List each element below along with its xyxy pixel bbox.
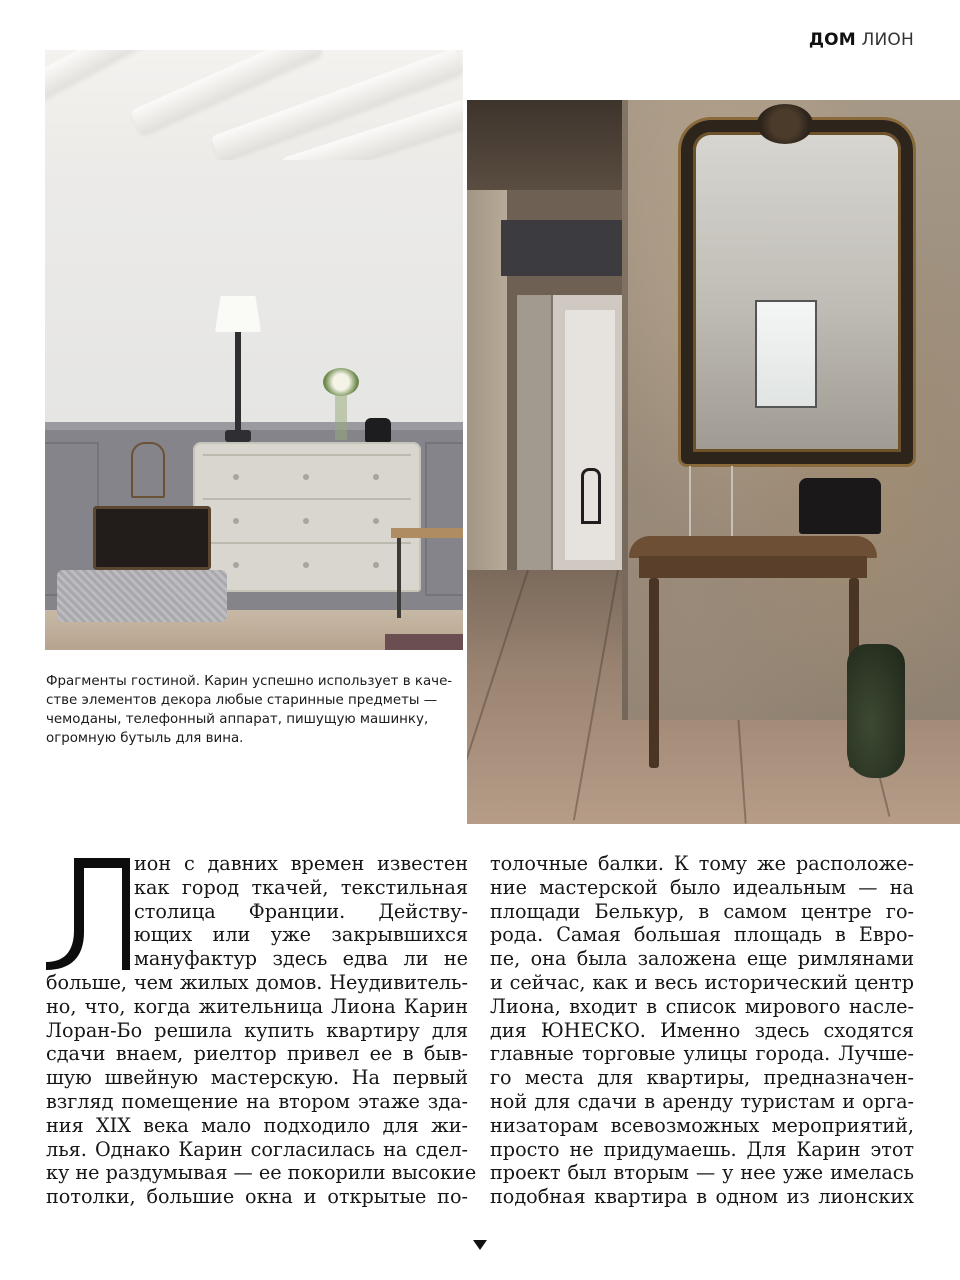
- text-line: как город ткачей, текстильная: [134, 875, 468, 899]
- flowers: [323, 368, 359, 396]
- lamp-base: [225, 430, 251, 442]
- text-line: ной для сдачи в аренду туристам и орга-: [490, 1089, 914, 1113]
- suitcase-metal: [57, 570, 227, 622]
- text-line: площади Белькур, в самом центре го-: [490, 899, 914, 923]
- text-line: дия ЮНЕСКО. Именно здесь сходятся: [490, 1018, 914, 1042]
- caption-line: стве элементов декора любые старинные предметы —: [46, 693, 438, 708]
- wall-shadow: [622, 100, 628, 720]
- vintage-phone: [365, 418, 391, 442]
- text-line: мануфактур здесь едва ли не: [134, 947, 468, 971]
- text-line: низаторам всевозможных мероприятий,: [490, 1113, 914, 1137]
- table-leg: [649, 578, 659, 768]
- text-line: пе, она была заложена еще римлянами: [490, 947, 914, 971]
- ornate-mirror: [681, 120, 913, 464]
- typewriter: [799, 478, 881, 534]
- birdcage: [131, 442, 165, 498]
- console-table-top: [629, 536, 877, 558]
- text-line: толочные балки. К тому же расположе-: [490, 852, 914, 875]
- text-line: просто не придумаешь. Для Карин этот: [490, 1137, 914, 1161]
- triangle-down-icon: [473, 1240, 487, 1250]
- text-line: ион с давних времен известен: [134, 852, 468, 875]
- candelabra: [689, 466, 733, 536]
- text-line: столица Франции. Действу-: [134, 899, 468, 923]
- caption-line: огромную бутыль для вина.: [46, 731, 244, 746]
- text-line: главные торговые улицы города. Лучше-: [490, 1042, 914, 1066]
- text-line: ния XIX века мало подходило для жи-: [46, 1113, 468, 1137]
- text-line: больше, чем жилых домов. Неудивитель-: [46, 970, 468, 994]
- text-line: подобная квартира в одном из лионских: [490, 1185, 914, 1209]
- text-line: потолки, большие окна и открытые по-: [46, 1185, 468, 1209]
- section-tag-bold: ДОМ: [808, 30, 856, 50]
- table-edge: [391, 528, 463, 538]
- door-lintel: [501, 220, 623, 276]
- caption-line: чемоданы, телефонный аппарат, пишущую машинку,: [46, 712, 429, 727]
- text-line: лья. Однако Карин согласилась на сдел-: [46, 1137, 468, 1161]
- text-line: шую швейную мастерскую. На первый: [46, 1066, 468, 1090]
- console-table-apron: [639, 556, 867, 578]
- text-line: Лиона, входит в список мирового насле-: [490, 994, 914, 1018]
- text-line: взгляд помещение на втором этаже зда-: [46, 1089, 468, 1113]
- hallway-photo: [467, 100, 960, 824]
- text-line: Лоран-Бо решила купить квартиру для: [46, 1018, 468, 1042]
- text-line: сдачи внаем, риелтор привел ее в быв-: [46, 1042, 468, 1066]
- lamp-stem: [235, 332, 241, 432]
- table-leg: [397, 538, 401, 618]
- text-line: ющих или уже закрывшихся: [134, 923, 468, 947]
- text-line: проект был вторым — у нее уже имелась: [490, 1161, 914, 1185]
- mirror-crest: [757, 104, 813, 144]
- photo-caption: [46, 672, 458, 748]
- section-tag-light: ЛИОН: [861, 30, 914, 50]
- text-line: го места для квартиры, предназначен-: [490, 1066, 914, 1090]
- vase: [335, 395, 347, 440]
- door: [517, 295, 553, 595]
- wine-bottle: [847, 644, 905, 778]
- living-room-photo: [45, 50, 463, 650]
- chest-of-drawers: [193, 442, 421, 592]
- text-line: ку не раздумывая — ее покорили высокие: [46, 1161, 477, 1185]
- section-tag: [809, 30, 914, 50]
- rug: [385, 634, 463, 650]
- suitcase-dark: [93, 506, 211, 570]
- lamp-shade: [215, 296, 261, 332]
- article-column-right: [490, 852, 914, 1209]
- text-line: ние мастерской было идеальным — на: [490, 875, 914, 899]
- text-line: но, что, когда жительница Лиона Карин: [46, 994, 468, 1018]
- article-column-left: [46, 852, 477, 1209]
- chair: [581, 468, 601, 524]
- mirror-reflection-window: [755, 300, 817, 408]
- text-line: рода. Самая большая площадь в Евро-: [490, 923, 914, 947]
- text-line: и сейчас, как и весь исторический центр: [490, 970, 914, 994]
- caption-line: Фрагменты гостиной. Карин успешно использует в каче-: [46, 674, 453, 689]
